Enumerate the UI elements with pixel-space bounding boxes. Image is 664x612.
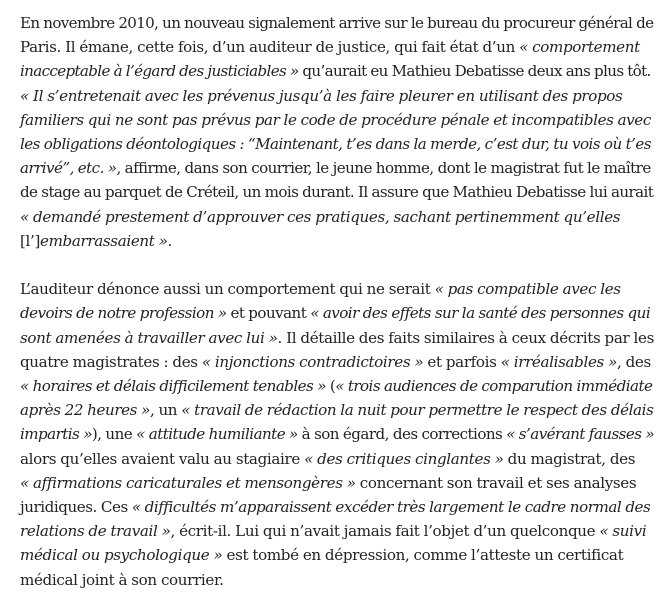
text-run: , des (616, 352, 651, 371)
quoted-italic-text: embarrassaient » (40, 231, 168, 250)
text-line (20, 326, 654, 350)
text-run: et pouvant (226, 304, 311, 323)
text-run: qu’aurait eu Mathieu Debatisse deux ans plus tôt. (298, 62, 651, 81)
quoted-italic-text: inacceptable à l’égard des justiciables » (20, 62, 299, 81)
text-run: ), une (91, 425, 137, 444)
text-run: médical joint à son courrier. (20, 570, 224, 589)
quoted-italic-text: sont amenées à travailler avec lui » (20, 328, 278, 347)
text-run: [l’] (20, 231, 41, 250)
quoted-italic-text: « irréalisables » (500, 352, 617, 371)
quoted-italic-text: « injonctions contradictoires » (201, 352, 424, 371)
quoted-italic-text: « trois audiences de comparution immédiate (335, 377, 653, 396)
text-line (20, 301, 654, 325)
quoted-italic-text: après 22 heures » (20, 401, 150, 420)
quoted-italic-text: « avoir des effets sur la santé des personnes qui (310, 304, 651, 323)
text-line (20, 350, 654, 374)
text-run: , affirme, dans son courrier, le jeune homme, dont le magistrat fut le maître (116, 159, 651, 178)
text-run: à son égard, des corrections (297, 425, 507, 444)
quoted-italic-text: « difficultés m’apparaissent excéder très largement le cadre normal des (131, 497, 651, 516)
text-line (20, 374, 654, 398)
quoted-italic-text: arrivé”, etc. » (20, 159, 117, 178)
text-line (20, 35, 654, 59)
text-line (20, 519, 654, 543)
quoted-italic-text: « comportement (519, 38, 640, 57)
text-run: , un (149, 401, 182, 420)
text-line (20, 59, 654, 83)
text-line (20, 543, 654, 567)
quoted-italic-text: « horaires et délais difficilement tenables » (20, 377, 326, 396)
text-run: alors qu’elles avaient valu au stagiaire (20, 449, 305, 468)
quoted-italic-text: « demandé prestement d’approuver ces pratiques, sachant pertinemment qu’elles (20, 207, 621, 226)
text-line (20, 568, 654, 592)
text-line (20, 156, 654, 180)
quoted-italic-text: « affirmations caricaturales et mensongères » (20, 473, 356, 492)
text-run: ( (325, 377, 336, 396)
text-line (20, 447, 654, 471)
text-run: du magistrat, des (503, 449, 636, 468)
text-run: L’auditeur dénonce aussi un comportement qui ne serait (20, 280, 435, 299)
quoted-italic-text: devoirs de notre profession » (20, 304, 227, 323)
paragraph-1 (20, 11, 654, 253)
text-run: juridiques. Ces (20, 497, 132, 516)
quoted-italic-text: médical ou psychologique » (20, 546, 223, 565)
quoted-italic-text: « pas compatible avec les (434, 280, 621, 299)
text-run: quatre magistrates : des (20, 352, 202, 371)
text-run: . Il détaille des faits similaires à ceux décrits par les (277, 328, 654, 347)
quoted-italic-text: les obligations déontologiques : “Maintenant, t’es dans la merde, c’est dur, tu vois où t’es (20, 134, 651, 153)
text-run: est tombé en dépression, comme l’atteste un certificat (222, 546, 624, 565)
quoted-italic-text: « travail de rédaction la nuit pour permettre le respect des délais (181, 401, 654, 420)
quoted-italic-text: « attitude humiliante » (136, 425, 298, 444)
text-line (20, 180, 654, 204)
text-run: Paris. Il émane, cette fois, d’un auditeur de justice, qui fait état d’un (20, 38, 520, 57)
text-line (20, 422, 654, 446)
quoted-italic-text: familiers qui ne sont pas prévus par le code de procédure pénale et incompatibles avec (20, 110, 651, 129)
quoted-italic-text: « suivi (599, 522, 647, 541)
text-line (20, 229, 654, 253)
text-line (20, 108, 654, 132)
quoted-italic-text: « des critiques cinglantes » (304, 449, 504, 468)
text-run: concernant son travail et ses analyses (355, 473, 637, 492)
text-run: . (167, 231, 172, 250)
text-line (20, 84, 654, 108)
quoted-italic-text: « Il s’entretenait avec les prévenus jusqu’à les faire pleurer en utilisant des propos (20, 86, 623, 105)
text-line (20, 277, 654, 301)
text-line (20, 205, 654, 229)
text-line (20, 398, 654, 422)
text-run: En novembre 2010, un nouveau signalement arrive sur le bureau du procureur général de (20, 14, 654, 32)
quoted-italic-text: « s’avérant fausses » (506, 425, 655, 444)
paragraph-2 (20, 277, 654, 591)
text-line (20, 495, 654, 519)
text-run: de stage au parquet de Créteil, un mois durant. Il assure que Mathieu Debatisse lui aurait (20, 183, 654, 202)
quoted-italic-text: relations de travail » (20, 522, 171, 541)
text-run: et parfois (423, 352, 501, 371)
text-line (20, 471, 654, 495)
quoted-italic-text: impartis » (20, 425, 92, 444)
text-line (20, 11, 654, 35)
text-line (20, 132, 654, 156)
text-run: , écrit-il. Lui qui n’avait jamais fait l’objet d’un quelconque (170, 522, 600, 541)
